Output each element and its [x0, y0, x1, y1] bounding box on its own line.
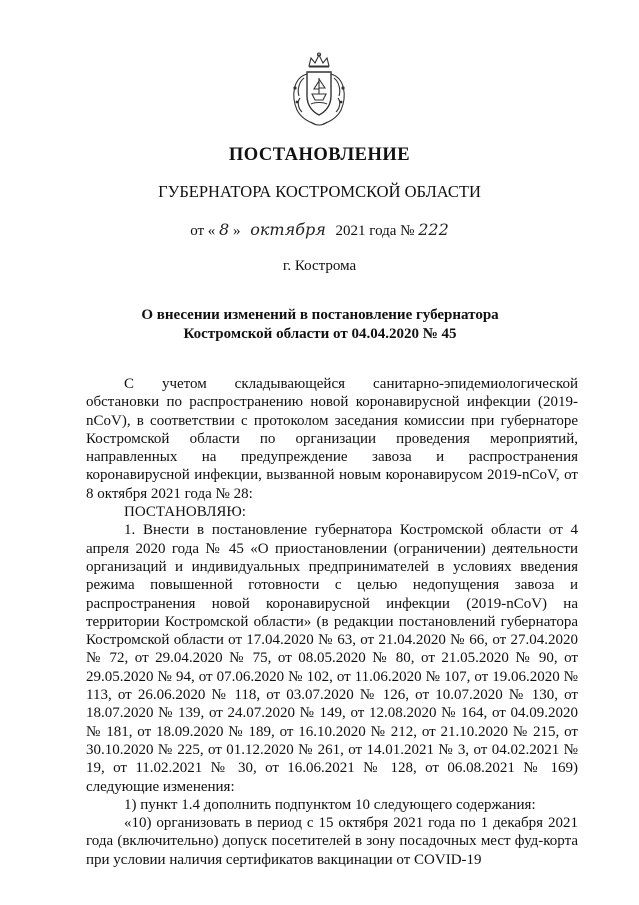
date-year-text: 2021 года №	[335, 223, 415, 239]
document-number-handwritten: 222	[418, 220, 449, 239]
paragraph-quote-10: «10) организовать в период с 15 октября 2021 года по 1 декабря 2021 года (включительно) допуск посетителей в зону посадочных мест фуд-корта при условии наличия сертификатов вакцинации от COVID-19	[86, 815, 578, 868]
document-city: г. Кострома	[282, 258, 357, 274]
date-mid: »	[232, 223, 241, 239]
date-month-handwritten: октября	[250, 220, 326, 239]
document-heading	[100, 306, 540, 344]
heading-line-1: О внесении изменений в постановление губернатора	[141, 307, 499, 323]
paragraph-subitem-1: 1) пункт 1.4 дополнить подпунктом 10 следующего содержания:	[124, 796, 536, 813]
paragraph-decree: ПОСТАНОВЛЯЮ:	[124, 504, 246, 521]
document-body	[86, 375, 578, 869]
heading-line-2: Костромской области от 04.04.2020 № 45	[183, 326, 457, 342]
document-title: ПОСТАНОВЛЕНИЕ	[228, 145, 411, 165]
paragraph-item-1: 1. Внести в постановление губернатора Костромской области от 4 апреля 2020 года № 45 «О приостановлении (ограничении) деятельности организаций и индивидуальных предпринимателей в условиях введения режима повышенной готовности с целью недопущения завоза и распространения новой коронавирусной инфекции (2019-nCoV) на территории Костромской области» (в редакции постановлений губернатора Костромской области от 17.04.2020 № 63, от 21.04.2020 № 66, от 27.04.2020 № 72, от 29.04.2020 № 75, от 08.05.2020 № 80, от 21.05.2020 № 90, от 29.05.2020 № 94, от 07.06.2020 № 102, от 11.06.2020 № 107, от 19.06.2020 № 113, от 26.06.2020 № 118, от 03.07.2020 № 126, от 10.07.2020 № 130, от 18.07.2020 № 139, от 24.07.2020 № 149, от 12.08.2020 № 164, от 04.09.2020 № 181, от 18.09.2020 № 189, от 16.10.2020 № 212, от 21.10.2020 № 215, от 30.10.2020 № 225, от 01.12.2020 № 261, от 14.01.2021 № 3, от 04.02.2021 № 19, от 11.02.2021 № 30, от 16.06.2021 № 128, от 06.08.2021 № 169) следующие изменения:	[86, 522, 578, 795]
date-prefix: от «	[190, 223, 216, 239]
paragraph-preamble: С учетом складывающейся санитарно-эпидемиологической обстановки по распространению новой коронавирусной инфекции (2019-nCoV), в соответствии с протоколом заседания комиссии при губернаторе Костромской области по организации проведения мероприятий, направленных на предупреждение завоза и распространения коронавирусной инфекции, вызванной новым коронавирусом 2019-nCoV, от 8 октября 2021 года № 28:	[86, 376, 578, 502]
date-day-handwritten: 8	[219, 220, 230, 239]
coat-of-arms-emblem	[287, 52, 351, 128]
document-authority: ГУБЕРНАТОРА КОСТРОМСКОЙ ОБЛАСТИ	[158, 182, 481, 201]
document-dateline	[0, 220, 639, 240]
